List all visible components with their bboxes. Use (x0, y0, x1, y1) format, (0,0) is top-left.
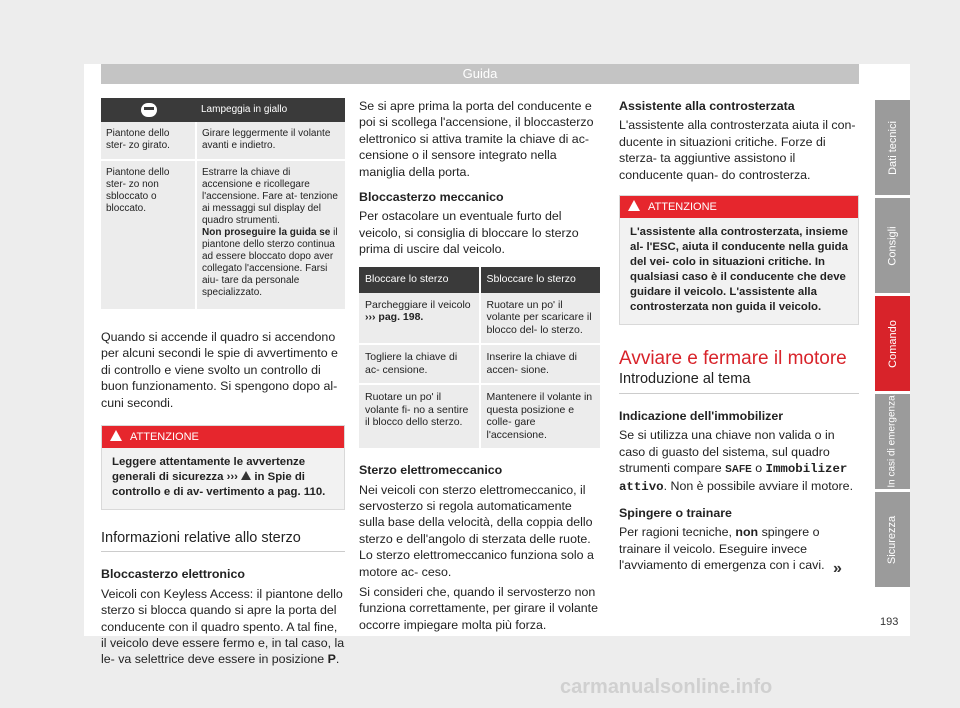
table-header: Sbloccare lo sterzo (480, 267, 601, 293)
page-number: 193 (880, 616, 899, 628)
display-message: Immobilizer attivo (619, 462, 848, 495)
paragraph-text: Per ragioni tecniche, (619, 525, 732, 540)
paragraph-text: . Non è possibile avviare il motore. (663, 479, 854, 494)
warning-triangle-icon (110, 430, 122, 441)
column-2 (359, 98, 600, 642)
column-3 (619, 98, 859, 583)
sidebar-tab-dati-tecnici[interactable] (875, 100, 910, 195)
emphasis-text: non (735, 525, 759, 540)
table-row (359, 384, 600, 449)
paragraph-text: . (335, 652, 340, 667)
paragraph: Quando si accende il quadro si accendono per alcuni secondi le spie di avvertimento e di controllo e viene svolto un controllo di buon funzionamento. Si spengono dopo al- cuni secondi. (101, 330, 338, 410)
paragraph: Se si apre prima la porta del conducente e poi si scollega l'accensione, il bloccasterzo elettronico si attiva tramite la chiave di ac- censione o il sensore integrato nella maniglia della porta. (359, 99, 594, 179)
table-row (101, 122, 345, 160)
table-icon-cell (101, 98, 196, 122)
gear-position: P (327, 652, 336, 667)
paragraph-text: Veicoli con Keyless Access: il piantone dello sterzo si blocca quando si apre la porta del conducente con il quadro spento. A tal fine, il veicolo deve essere fermo e, in tal caso, la le- va selettrice deve essere in posizione (101, 586, 345, 667)
continue-arrow-icon: » (833, 560, 842, 577)
subheading: Bloccasterzo meccanico (359, 190, 504, 205)
steering-lock-icon (141, 103, 157, 117)
cell-text: Estrarre la chiave di accensione e ricollegare l'accensione. Fare at- tenzione ai messaggi sul display del quadro strumenti. (202, 167, 338, 226)
steering-lock-table (359, 267, 600, 451)
subheading: Assistente alla controsterzata (619, 99, 795, 113)
cross-reference-link[interactable]: ››› (226, 471, 238, 484)
warning-triangle-icon (628, 200, 640, 211)
table-cell (359, 293, 480, 345)
warning-text: L'assistente alla controsterzata, insieme al- l'ESC, aiuta il conducente nella guida del vei- colo in situazioni critiche. In qualsiasi caso è il conducente che deve guidare il veicolo. L'assistente alla controsterzata non guida il veicolo. (630, 226, 848, 314)
sidebar-tab-label: Consigli (886, 225, 899, 266)
paragraph: L'assistente alla controsterzata aiuta il con- ducente in situazioni critiche. Forze di sterza- ta aggiuntive assistono il conducente quan- do controsterza. (619, 118, 856, 182)
table-row (359, 344, 600, 384)
paragraph: Per ostacolare un eventuale furto del veicolo, si consiglia di bloccare lo sterzo prima di uscire dal veicolo. (359, 209, 579, 257)
paragraph: Nei veicoli con sterzo elettromeccanico, il servosterzo si regola automaticamente sulla base della velocità, della coppia dello sterzo e dell'angolo di sterzata delle ruote. Lo sterzo elettromeccanico funziona solo a motore ac- ceso. (359, 482, 594, 579)
subheading: Spingere o trainare (619, 505, 732, 520)
table-cell: Piantone dello ster- zo girato. (101, 122, 196, 160)
subheading: Sterzo elettromeccanico (359, 463, 503, 478)
warning-triangle-icon (241, 471, 251, 480)
warning-light-table (101, 98, 345, 311)
sidebar-tab-label: Dati tecnici (886, 120, 899, 175)
paragraph: Si consideri che, quando il servosterzo non funziona correttamente, per girare il volante occorre impiegare molta più forza. (359, 585, 598, 632)
table-header: Bloccare lo sterzo (359, 267, 480, 293)
table-cell: Piantone dello ster- zo non sbloccato o bloccato. (101, 160, 196, 310)
warning-box (101, 425, 345, 510)
table-header: Lampeggia in giallo (196, 98, 345, 122)
sidebar-tab-emergenza[interactable] (875, 394, 910, 489)
paragraph-text: Se si utilizza una chiave non valida o in caso di guasto del sistema, sul quadro strumenti compare (619, 428, 835, 476)
table-cell: Togliere la chiave di ac- censione. (359, 344, 480, 384)
sidebar-tab-comando[interactable] (875, 296, 910, 391)
subheading: Bloccasterzo elettronico (101, 567, 245, 582)
table-cell: Ruotare un po' il volante fi- no a sentire il blocco dello sterzo. (359, 384, 480, 449)
sidebar-tab-sicurezza[interactable] (875, 492, 910, 587)
cell-text: il piantone dello sterzo continua ad essere bloccato dopo aver collegato l'accensione. Farsi aiu- tare da personale specializzato. (202, 227, 338, 298)
chapter-title: Avviare e fermare il motore (619, 348, 847, 370)
warning-title: ATTENZIONE (130, 431, 199, 444)
table-cell (196, 160, 345, 310)
table-row (359, 293, 600, 345)
warning-title: ATTENZIONE (648, 201, 717, 214)
page-header: Guida (101, 64, 859, 84)
table-cell: Ruotare un po' il volante per scaricare il blocco del- lo sterzo. (480, 293, 601, 345)
paragraph (619, 427, 859, 496)
warning-text-part: Leggere attentamente le avvertenze generali di sicurezza (112, 456, 306, 484)
warning-header (620, 196, 858, 218)
sidebar-tab-label: Sicurezza (886, 515, 899, 564)
section-title: Introduzione al tema (619, 371, 859, 393)
warning-text-part: in Spie di controllo e di av- vertimento a pag. 110. (112, 471, 326, 499)
column-1 (101, 98, 345, 677)
paragraph (619, 524, 859, 573)
table-row (101, 160, 345, 310)
cell-bold-text: Non proseguire la guida se (202, 227, 331, 238)
subheading: Indicazione dell'immobilizer (619, 408, 784, 423)
sidebar-tab-consigli[interactable] (875, 198, 910, 293)
sidebar-tab-label: Comando (886, 319, 899, 368)
warning-text (102, 448, 344, 509)
watermark: carmanualsonline.info (560, 676, 773, 698)
cell-text: Parcheggiare il veicolo (365, 298, 471, 311)
table-cell: Inserire la chiave di accen- sione. (480, 344, 601, 384)
cross-reference-link[interactable]: ››› pag. 198. (365, 311, 424, 324)
paragraph-text: o (755, 461, 763, 476)
table-cell: Girare leggermente il volante avanti e indietro. (196, 122, 345, 160)
table-cell: Mantenere il volante in questa posizione e colle- gare l'accensione. (480, 384, 601, 449)
warning-box (619, 195, 859, 325)
paragraph (101, 586, 345, 668)
sidebar-tab-label: In casi di emergenza (887, 395, 898, 488)
section-title: Informazioni relative allo sterzo (101, 530, 345, 552)
safe-display-icon: SAFE (725, 464, 752, 476)
warning-header (102, 426, 344, 448)
paragraph-text: spingere o trainare il veicolo. Eseguire invece l'avviamento di emergenza con i cavi. (619, 525, 825, 573)
